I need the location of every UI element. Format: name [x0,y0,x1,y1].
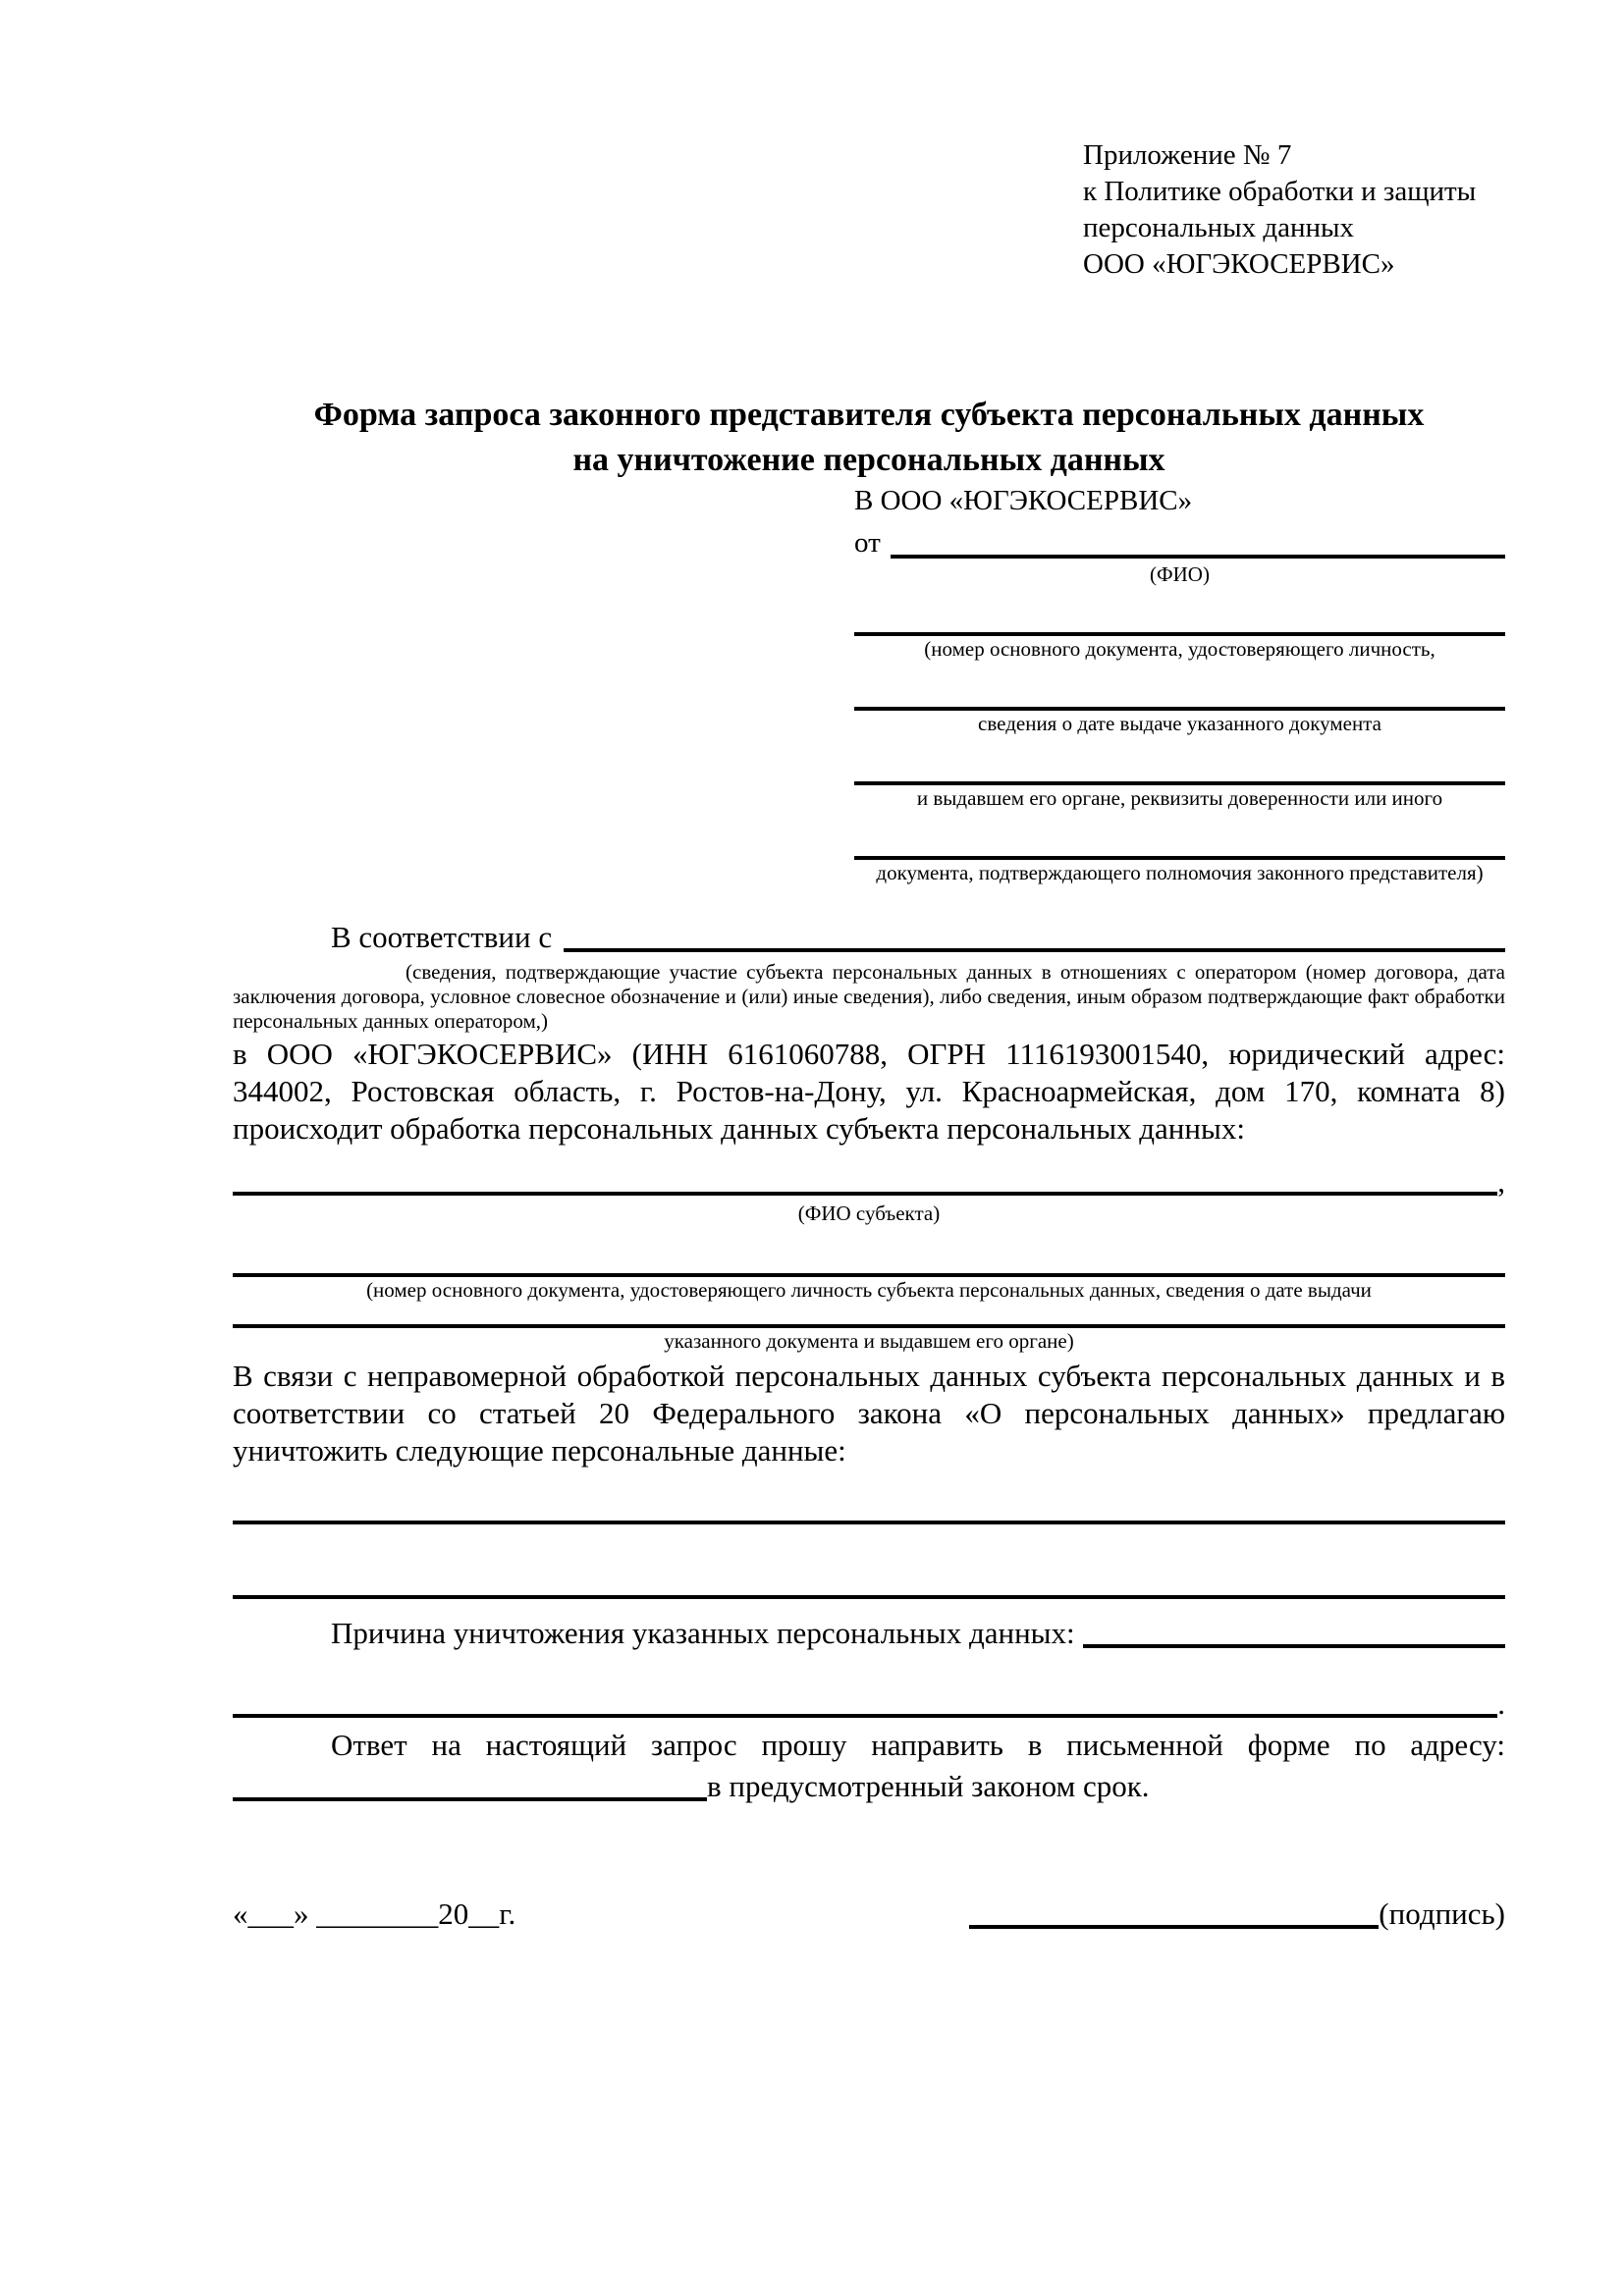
reason-label: Причина уничтожения указанных персональных данных: [331,1616,1075,1650]
annex-line-2: к Политике обработки и защиты [1083,176,1477,207]
reply-sentence: Ответ на настоящий запрос прошу направить в письменной форме по адресу: [331,1728,1505,1762]
reason-row [233,1615,1505,1652]
representative-doc-caption-4: документа, подтверждающего полномочия законного представителя) [876,861,1484,884]
representative-doc-field-2 [854,662,1505,736]
reply-address-row [233,1768,1505,1805]
representative-doc-field-1 [854,587,1505,662]
document-title-line-2: на уничтожение персональных данных [572,442,1165,478]
from-blank-line [891,555,1505,559]
annex-line-3: персональных данных [1083,212,1355,243]
document-title-line-1: Форма запроса законного представителя субъекта персональных данных [313,397,1425,433]
fio-caption: (ФИО) [1150,562,1210,586]
demand-paragraph: В связи с неправомерной обработкой персональных данных субъекта персональных данных и в соответствии со статьей 20 Федерального закона «О персональных данных» предлагаю уничтожить следующие персональные данные: [233,1359,1505,1468]
subject-fio-caption: (ФИО субъекта) [797,1201,941,1225]
representative-doc-caption-2: сведения о дате выдаче указанного документа [978,712,1381,735]
subject-fio-trailing-comma: , [1497,1164,1505,1199]
representative-doc-caption-3: и выдавшем его органе, реквизиты доверенности или иного [916,786,1443,810]
data-to-destroy-blank-2 [233,1595,1505,1599]
according-label: В соответствии с [331,920,553,954]
reply-tail-text: в предусмотренный законом срок. [707,1769,1150,1803]
addressee-company: В ООО «ЮГЭКОСЕРВИС» [854,485,1193,516]
representative-doc-caption-1: (номер основного документа, удостоверяющего личность, [924,637,1435,661]
representative-doc-blank-3 [854,736,1505,785]
signature-caption: (подпись) [1379,1896,1505,1931]
document-title [233,393,1505,483]
operator-paragraph: в ООО «ЮГЭКОСЕРВИС» (ИНН 6161060788, ОГРН 1116193001540, юридический адрес: 344002, Ростовская область, г. Ростов-на-Дону, ул. Красноармейская, дом 170, комната 8) происходит обработка персональных данных субъекта персональных данных: [233,1037,1505,1146]
according-caption: (сведения, подтверждающие участие субъекта персональных данных в отношениях с оператором (номер договора, дата заключения договора, условное словесное обозначение и (или) иные сведения), либо сведения, иным образом подтверждающие факт обработки персональных данных оператором,) [233,960,1505,1033]
representative-doc-blank-4 [854,811,1505,860]
addressee-block [854,483,1505,885]
subject-doc-caption-1: (номер основного документа, удостоверяющего личность субъекта персональных данных, сведения о дате выдачи [366,1278,1372,1302]
reason-row-2 [233,1685,1505,1723]
data-to-destroy-blank-1 [233,1521,1505,1524]
according-row [233,919,1505,956]
reply-address-blank-line [233,1797,707,1801]
annex-note [1083,137,1505,283]
subject-doc-caption-2: указанного документа и выдавшем его органе) [664,1329,1074,1353]
subject-fio-row [233,1163,1505,1201]
signature-group [969,1896,1505,1933]
representative-doc-field-4 [854,811,1505,885]
date-field: «___» ________20__г. [233,1896,516,1931]
according-blank-line [564,948,1505,952]
reason-blank-line-1 [1083,1644,1505,1648]
footer-row [233,1896,1505,1933]
reason-trailing-period: . [1497,1686,1505,1721]
from-row [854,525,1505,561]
from-label: от [854,527,881,559]
representative-doc-blank-2 [854,662,1505,711]
subject-fio-blank-line [233,1192,1497,1196]
annex-line-1: Приложение № 7 [1083,139,1292,171]
annex-line-4: ООО «ЮГЭКОСЕРВИС» [1083,248,1395,280]
representative-doc-blank-1 [854,587,1505,636]
representative-doc-field-3 [854,736,1505,811]
reason-blank-line-2 [233,1714,1497,1718]
signature-blank-line [969,1925,1379,1929]
